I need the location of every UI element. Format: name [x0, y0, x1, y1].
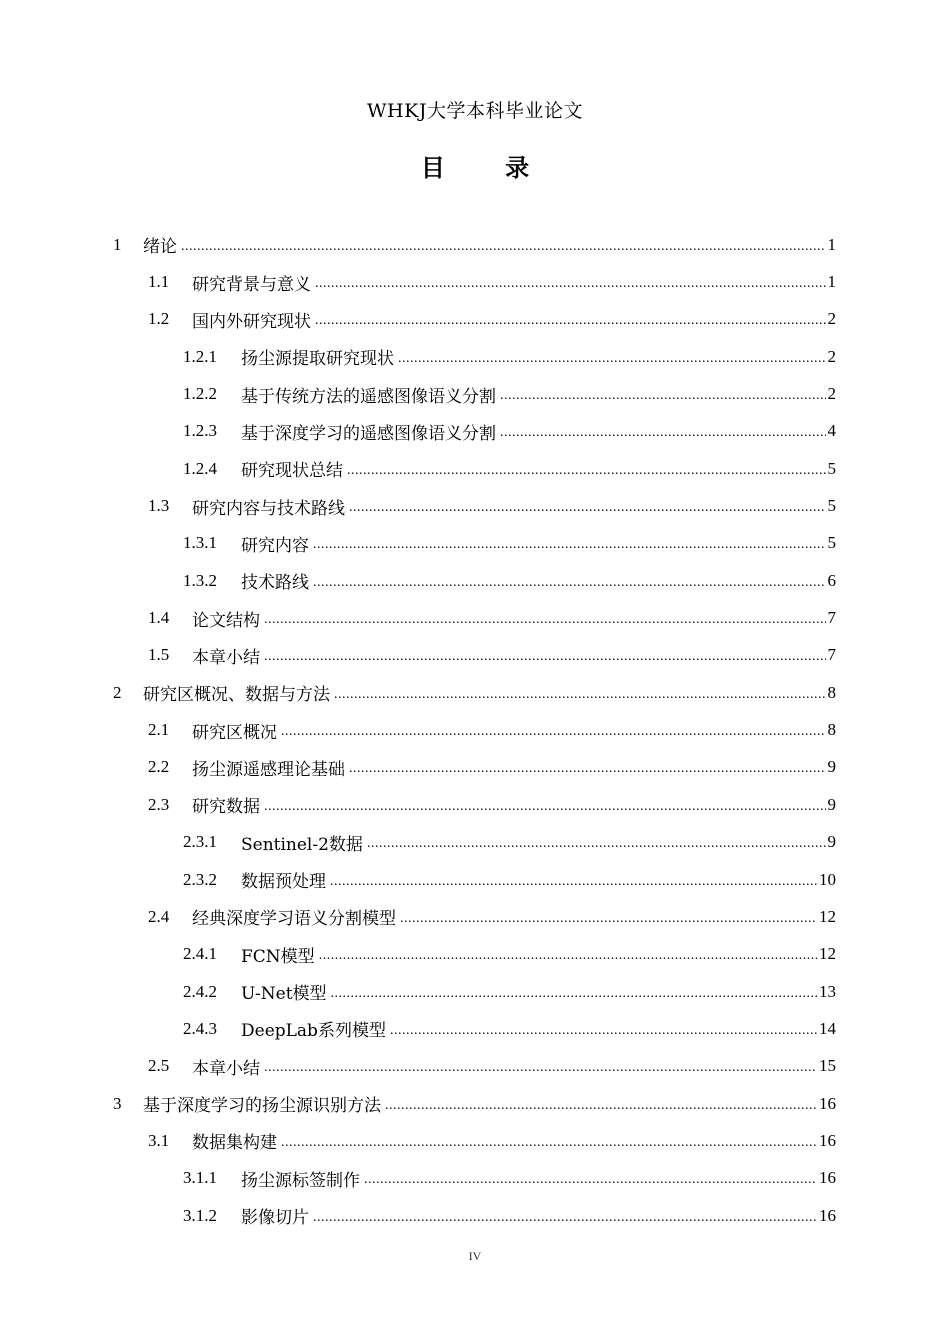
toc-entry-title: FCN模型 — [241, 946, 315, 967]
toc-entry-page: 2 — [827, 309, 836, 329]
toc-dot-leader — [315, 276, 826, 292]
toc-entry-number: 2.3.1 — [183, 832, 217, 852]
toc-entry-number: 2.1 — [148, 720, 170, 740]
toc-entry-title: 影像切片 — [241, 1208, 309, 1229]
toc-entry[interactable] — [0, 487, 950, 524]
toc-entry-title: 研究区概况、数据与方法 — [143, 685, 330, 706]
toc-entry-page: 8 — [827, 720, 836, 740]
toc-entry-page: 12 — [819, 906, 836, 926]
toc-entry-title: 研究数据 — [192, 797, 260, 818]
toc-entry-title: 本章小结 — [192, 647, 260, 668]
toc-dot-leader — [364, 1172, 817, 1188]
toc-entry-number: 1.2.2 — [183, 384, 217, 404]
toc-entry-page: 2 — [827, 346, 836, 366]
toc-entry-number: 2.3.2 — [183, 869, 217, 889]
toc-dot-leader — [349, 500, 826, 516]
toc-entry-number: 1.2.1 — [183, 346, 217, 366]
toc-entry[interactable] — [0, 525, 950, 562]
toc-entry-title: 研究内容与技术路线 — [192, 498, 345, 519]
toc-entry-number: 3.1.1 — [183, 1168, 217, 1188]
toc-entry-number: 2.4 — [148, 906, 170, 926]
toc-dot-leader — [398, 351, 826, 367]
toc-entry-page: 5 — [827, 533, 836, 553]
toc-entry[interactable] — [0, 263, 950, 300]
toc-entry[interactable] — [0, 861, 950, 898]
toc-entry[interactable] — [0, 973, 950, 1010]
toc-dot-leader — [385, 1098, 817, 1114]
toc-entry-title: 绪论 — [143, 237, 177, 258]
toc-entry-number: 3 — [113, 1093, 122, 1113]
toc-dot-leader — [347, 463, 826, 479]
toc-entry-page: 6 — [827, 570, 836, 590]
toc-entry-page: 2 — [827, 384, 836, 404]
toc-entry-title: 国内外研究现状 — [192, 311, 311, 332]
toc-entry-page: 5 — [827, 496, 836, 516]
toc-entry-number: 3.1.2 — [183, 1205, 217, 1225]
toc-dot-leader — [334, 687, 826, 703]
toc-entry-page: 14 — [819, 1018, 836, 1038]
toc-entry-title: 研究背景与意义 — [192, 274, 311, 295]
toc-entry-page: 12 — [819, 944, 836, 964]
toc-entry-title: 扬尘源提取研究现状 — [241, 349, 394, 370]
toc-entry-page: 16 — [819, 1205, 836, 1225]
toc-entry-page: 5 — [827, 458, 836, 478]
document-header: WHKJ大学本科毕业论文 — [367, 100, 583, 122]
page-title: 目 录 — [420, 153, 556, 182]
toc-entry[interactable] — [0, 413, 950, 450]
toc-dot-leader — [281, 724, 826, 740]
toc-entry[interactable] — [0, 1010, 950, 1047]
toc-entry[interactable] — [0, 1048, 950, 1085]
toc-entry-page: 7 — [827, 645, 836, 665]
toc-entry-number: 1.1 — [148, 272, 170, 292]
toc-dot-leader — [264, 612, 826, 628]
toc-entry[interactable] — [0, 375, 950, 412]
toc-dot-leader — [319, 948, 817, 964]
toc-entry-title: 技术路线 — [241, 573, 309, 594]
toc-entry[interactable] — [0, 898, 950, 935]
toc-entry-number: 2.3 — [148, 794, 170, 814]
toc-entry-number: 1.2 — [148, 309, 170, 329]
toc-entry-title: Sentinel-2数据 — [241, 834, 363, 855]
toc-entry[interactable] — [0, 338, 950, 375]
toc-entry-title: 论文结构 — [192, 610, 260, 631]
toc-entry-number: 2.2 — [148, 757, 170, 777]
toc-entry-number: 1.3.2 — [183, 570, 217, 590]
toc-dot-leader — [281, 1135, 817, 1151]
toc-entry[interactable] — [0, 1122, 950, 1159]
toc-entry-number: 2.4.1 — [183, 944, 217, 964]
toc-entry-title: 基于深度学习的扬尘源识别方法 — [143, 1096, 381, 1117]
toc-entry-number: 1 — [113, 234, 122, 254]
toc-entry-page: 10 — [819, 869, 836, 889]
toc-entry-title: DeepLab系列模型 — [241, 1021, 386, 1042]
toc-entry-page: 16 — [819, 1168, 836, 1188]
toc-dot-leader — [315, 313, 826, 329]
toc-entry-title: 经典深度学习语义分割模型 — [192, 909, 396, 930]
toc-dot-leader — [181, 239, 826, 255]
toc-entry-page: 13 — [819, 981, 836, 1001]
toc-entry-number: 2.4.2 — [183, 981, 217, 1001]
toc-dot-leader — [331, 986, 817, 1002]
toc-entry-number: 1.4 — [148, 608, 170, 628]
toc-dot-leader — [349, 761, 826, 777]
toc-entry[interactable] — [0, 749, 950, 786]
toc-entry-title: U-Net模型 — [241, 984, 327, 1005]
toc-dot-leader — [390, 1023, 817, 1039]
table-of-contents — [0, 226, 950, 1234]
toc-dot-leader — [330, 874, 817, 890]
toc-entry-title: 扬尘源标签制作 — [241, 1170, 360, 1191]
toc-entry-number: 1.5 — [148, 645, 170, 665]
toc-entry[interactable] — [0, 1197, 950, 1234]
toc-entry[interactable] — [0, 637, 950, 674]
toc-dot-leader — [313, 537, 826, 553]
toc-entry-page: 9 — [827, 832, 836, 852]
toc-entry-page: 16 — [819, 1093, 836, 1113]
toc-entry-number: 2.4.3 — [183, 1018, 217, 1038]
toc-dot-leader — [313, 575, 826, 591]
toc-entry[interactable] — [0, 562, 950, 599]
toc-entry[interactable] — [0, 674, 950, 711]
toc-entry-page: 16 — [819, 1130, 836, 1150]
toc-entry[interactable] — [0, 1160, 950, 1197]
toc-entry[interactable] — [0, 226, 950, 263]
toc-entry[interactable] — [0, 1085, 950, 1122]
toc-entry[interactable] — [0, 450, 950, 487]
toc-entry-page: 1 — [827, 272, 836, 292]
toc-entry[interactable] — [0, 301, 950, 338]
toc-dot-leader — [264, 649, 826, 665]
toc-entry-title: 研究现状总结 — [241, 461, 343, 482]
toc-entry-number: 1.2.4 — [183, 458, 217, 478]
toc-entry-title: 研究区概况 — [192, 722, 277, 743]
toc-entry-number: 1.3 — [148, 496, 170, 516]
toc-dot-leader — [400, 911, 817, 927]
toc-entry-title: 本章小结 — [192, 1058, 260, 1079]
toc-dot-leader — [264, 1060, 817, 1076]
toc-entry-number: 3.1 — [148, 1130, 170, 1150]
toc-entry-number: 2.5 — [148, 1056, 170, 1076]
toc-entry-page: 1 — [827, 234, 836, 254]
toc-entry-number: 1.3.1 — [183, 533, 217, 553]
toc-dot-leader — [367, 836, 826, 852]
toc-entry-title: 数据集构建 — [192, 1133, 277, 1154]
toc-dot-leader — [500, 388, 826, 404]
toc-entry-title: 研究内容 — [241, 535, 309, 556]
toc-entry[interactable] — [0, 936, 950, 973]
page-number: IV — [468, 1249, 482, 1263]
toc-entry-title: 基于深度学习的遥感图像语义分割 — [241, 423, 496, 444]
toc-entry-number: 1.2.3 — [183, 421, 217, 441]
toc-entry-page: 9 — [827, 794, 836, 814]
toc-entry[interactable] — [0, 599, 950, 636]
toc-dot-leader — [264, 799, 826, 815]
toc-entry[interactable] — [0, 711, 950, 748]
toc-entry[interactable] — [0, 824, 950, 861]
toc-entry-title: 扬尘源遥感理论基础 — [192, 759, 345, 780]
toc-entry-page: 15 — [819, 1056, 836, 1076]
toc-entry-page: 4 — [827, 421, 836, 441]
toc-dot-leader — [313, 1210, 817, 1226]
toc-entry[interactable] — [0, 786, 950, 823]
toc-entry-title: 数据预处理 — [241, 872, 326, 893]
toc-entry-page: 8 — [827, 682, 836, 702]
toc-entry-title: 基于传统方法的遥感图像语义分割 — [241, 386, 496, 407]
toc-entry-page: 7 — [827, 608, 836, 628]
toc-entry-page: 9 — [827, 757, 836, 777]
toc-dot-leader — [500, 425, 826, 441]
toc-entry-number: 2 — [113, 682, 122, 702]
